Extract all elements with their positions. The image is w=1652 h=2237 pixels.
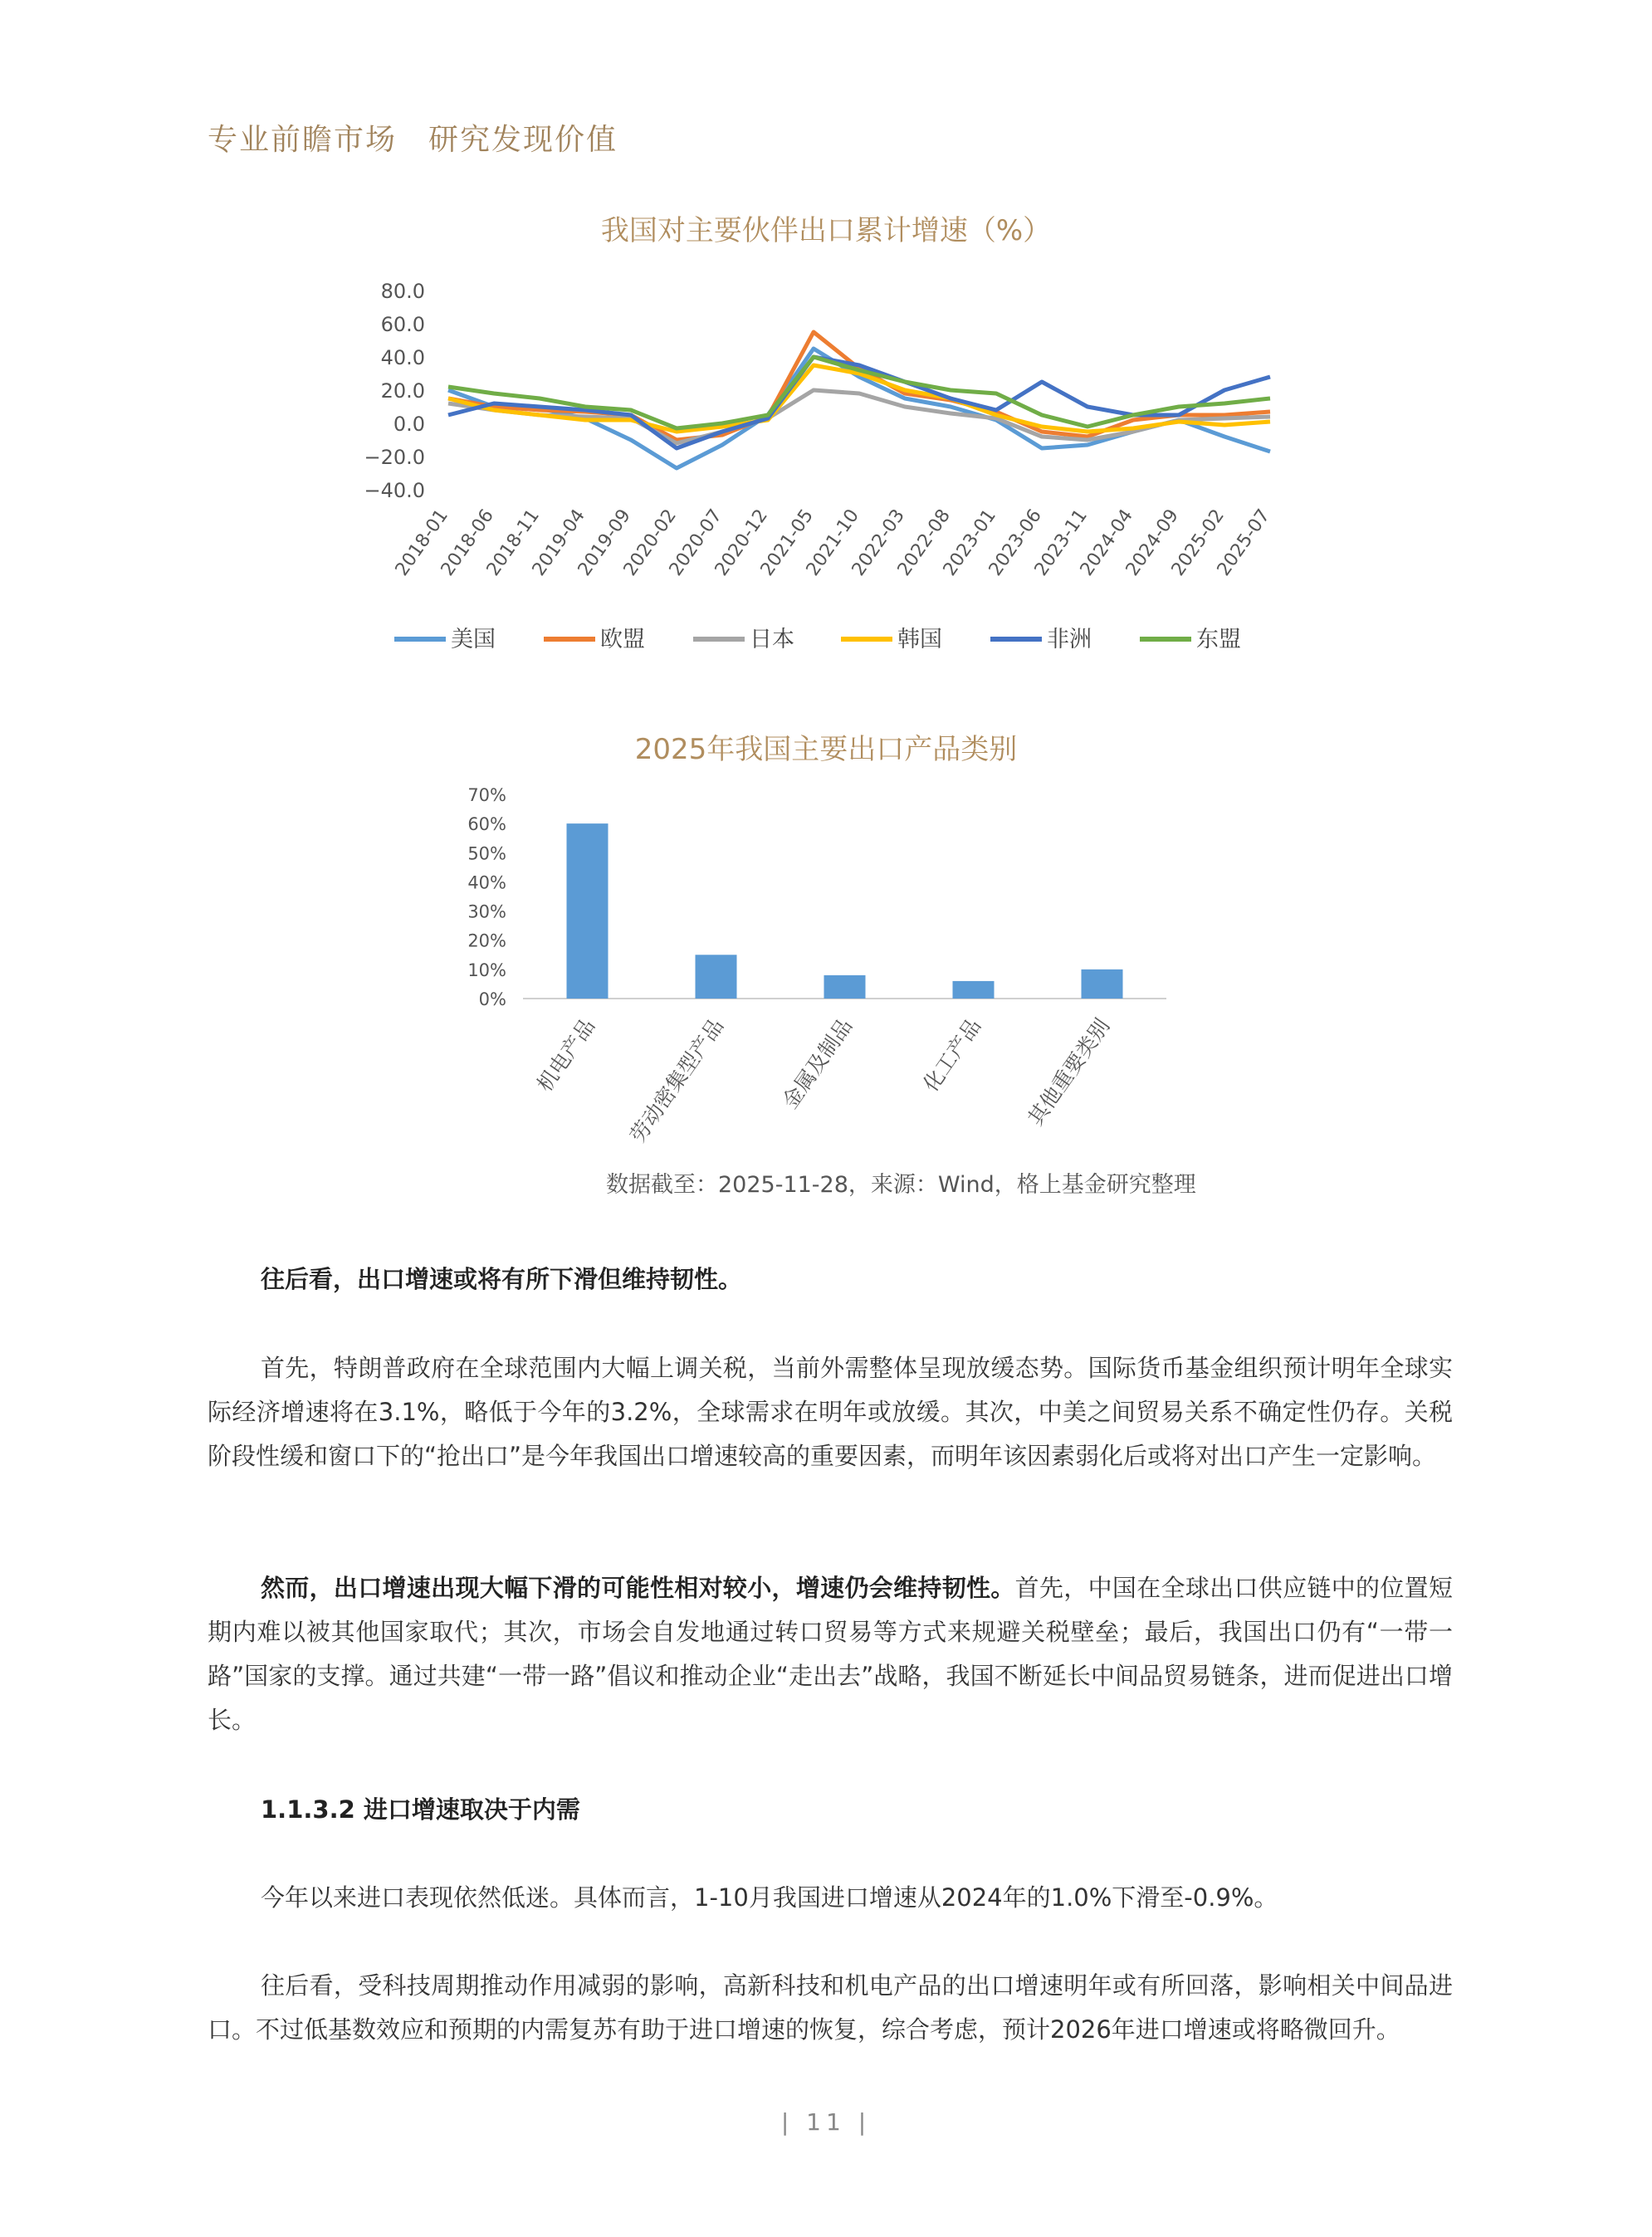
x-tick-label: 2022-08 (893, 506, 955, 580)
x-tick-label: 2020-02 (619, 506, 681, 580)
however-rest: 首先，中国在全球出口供应链中的位置短期内难以被其他国家取代；其次，市场会自发地通过转口贸易等方式来规避关税壁垒；最后，我国出口仍有“一带一路”国家的支撑。通过共建“一带一路”倡议和推动企业“走出去”战略，我国不断延长中间品贸易链条，进而促进出口增长。 (208, 1574, 1453, 1734)
legend-label: 日本 (750, 627, 794, 652)
x-tick-label: 2023-06 (985, 506, 1046, 580)
category-label: 化工产品 (918, 1013, 986, 1097)
legend-label: 韩国 (897, 627, 942, 652)
series-line (448, 332, 1270, 440)
x-tick-label: 2021-05 (756, 506, 818, 580)
chart2-title: 2025年我国主要出口产品类别 (634, 733, 1018, 766)
y-tick-label: 60.0 (380, 313, 425, 336)
x-tick-label: 2021-10 (802, 506, 863, 580)
x-tick-label: 2018-06 (437, 506, 498, 580)
outlook-bold: 往后看，出口增速或将有所下滑但维持韧性。 (261, 1265, 743, 1293)
x-tick-label: 2024-04 (1076, 506, 1137, 580)
bar (1082, 970, 1123, 999)
y-tick-label: 10% (467, 960, 506, 980)
legend-label: 美国 (451, 627, 496, 652)
category-label: 机电产品 (532, 1013, 600, 1097)
legend-label: 东盟 (1196, 627, 1241, 652)
y-tick-label: 80.0 (380, 280, 425, 303)
y-tick-label: 20% (467, 930, 506, 951)
x-tick-label: 2020-07 (665, 506, 726, 580)
paragraph-outlook (208, 1258, 1453, 1302)
x-tick-label: 2020-12 (711, 506, 772, 580)
x-tick-label: 2018-11 (482, 506, 544, 580)
bar (953, 981, 995, 999)
x-tick-label: 2024-09 (1122, 506, 1183, 580)
y-tick-label: 0% (478, 989, 506, 1009)
series-line (448, 365, 1270, 432)
section-heading: 1.1.3.2 进口增速取决于内需 (261, 1795, 580, 1824)
data-source-note: 数据截至：2025-11-28，来源：Wind，格上基金研究整理 (606, 1172, 1196, 1198)
legend-label: 欧盟 (600, 627, 645, 652)
x-tick-label: 2025-07 (1213, 506, 1274, 580)
bar-chart (0, 776, 1652, 1150)
however-bold: 然而，出口增速出现大幅下滑的可能性相对较小，增速仍会维持韧性。 (261, 1574, 1015, 1602)
x-tick-label: 2019-04 (528, 506, 589, 580)
y-tick-label: 50% (467, 843, 506, 864)
y-tick-label: 0.0 (393, 413, 425, 436)
bar (567, 823, 609, 999)
x-tick-label: 2023-01 (939, 506, 1000, 580)
y-tick-label: 40.0 (380, 346, 425, 369)
category-label: 劳动密集型产品 (625, 1013, 729, 1147)
page-header: 专业前瞻市场 研究发现价值 (208, 123, 618, 157)
y-tick-label: 60% (467, 814, 506, 835)
x-tick-label: 2018-01 (391, 506, 452, 580)
chart1-legend (0, 618, 1652, 660)
category-label: 其他重要类别 (1023, 1013, 1115, 1131)
x-tick-label: 2023-11 (1030, 506, 1092, 580)
paragraph-first: 首先，特朗普政府在全球范围内大幅上调关税，当前外需整体呈现放缓态势。国际货币基金组织预计明年全球实际经济增速将在3.1%，略低于今年的3.2%，全球需求在明年或放缓。其次，中美之间贸易关系不确定性仍存。关税阶段性缓和窗口下的“抢出口”是今年我国出口增速较高的重要因素，而明年该因素弱化后或将对出口产生一定影响。 (208, 1354, 1453, 1470)
y-tick-label: 40% (467, 872, 506, 893)
page-number: | 11 | (780, 2108, 872, 2136)
y-tick-label: 70% (467, 785, 506, 805)
y-tick-label: 20.0 (380, 379, 425, 403)
y-tick-label: −40.0 (364, 479, 425, 502)
paragraph-import-outlook: 往后看，受科技周期推动作用减弱的影响，高新科技和机电产品的出口增速明年或有所回落，影响相关中间品进口。不过低基数效应和预期的内需复苏有助于进口增速的恢复，综合考虑，预计2026年进口增速或将略微回升。 (208, 1971, 1453, 2044)
paragraph-import: 今年以来进口表现依然低迷。具体而言，1-10月我国进口增速从2024年的1.0%下滑至-0.9%。 (261, 1883, 1278, 1912)
x-tick-label: 2025-02 (1167, 506, 1229, 580)
bar (824, 975, 866, 999)
y-tick-label: −20.0 (364, 446, 425, 469)
category-label: 金属及制品 (777, 1013, 858, 1113)
x-tick-label: 2019-09 (574, 506, 635, 580)
paragraph-however (208, 1566, 1453, 1742)
legend-label: 非洲 (1047, 627, 1092, 652)
chart1-title: 我国对主要伙伴出口累计增速（%） (600, 214, 1052, 247)
y-tick-label: 30% (467, 901, 506, 922)
bar (696, 955, 737, 999)
x-tick-label: 2022-03 (848, 506, 909, 580)
